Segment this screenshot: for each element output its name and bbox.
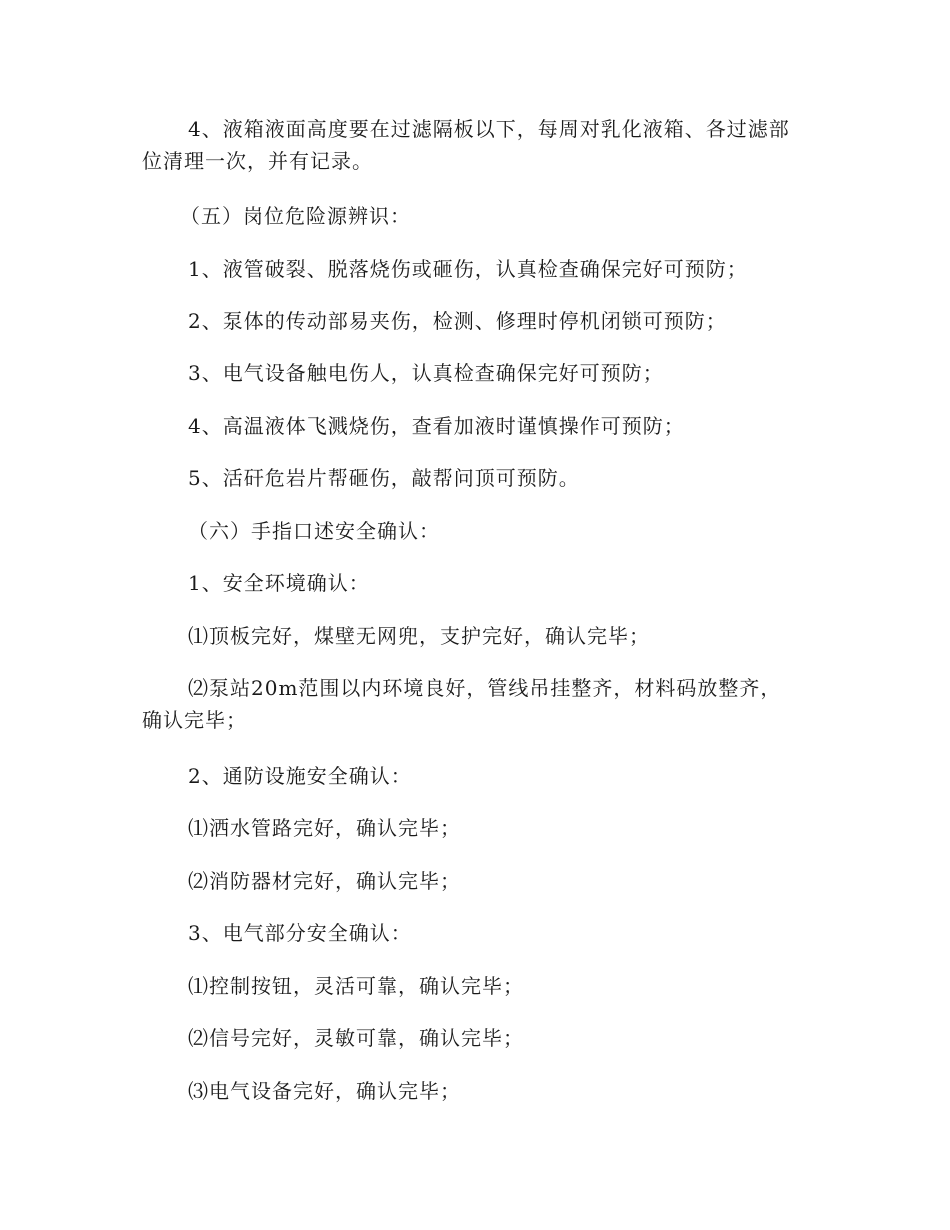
text-line: 3、电气设备触电伤人，认真检查确保完好可预防； xyxy=(188,361,664,385)
check-item xyxy=(142,865,822,897)
check-item xyxy=(142,672,822,736)
subheading-environment-check xyxy=(142,567,822,599)
text-line: 1、安全环境确认： xyxy=(188,571,370,595)
section-heading-hazard-identification xyxy=(142,200,822,232)
hazard-item-2 xyxy=(142,305,822,337)
text-line: ⑴洒水管路完好，确认完毕； xyxy=(188,816,461,840)
text-line: ⑴控制按钮，灵活可靠，确认完毕； xyxy=(188,974,524,998)
text-line: ⑴顶板完好，煤壁无网兜，支护完好，确认完毕； xyxy=(188,624,650,648)
check-item xyxy=(142,620,822,652)
subheading-electrical-check xyxy=(142,917,822,949)
check-item xyxy=(142,970,822,1002)
text-line: 确认完毕； xyxy=(142,708,247,732)
text-line: ⑵泵站20m范围以内环境良好，管线吊挂整齐，材料码放整齐， xyxy=(188,676,782,700)
text-line: ⑵信号完好，灵敏可靠，确认完毕； xyxy=(188,1026,524,1050)
text-line: 4、液箱液面高度要在过滤隔板以下，每周对乳化液箱、各过滤部 xyxy=(188,117,790,141)
check-item xyxy=(142,812,822,844)
text-line: 5、活矸危岩片帮砸伤，敲帮问顶可预防。 xyxy=(188,466,580,490)
text-line: （六）手指口述安全确认： xyxy=(188,519,440,543)
text-line: ⑶电气设备完好，确认完毕； xyxy=(188,1079,461,1103)
text-line: 1、液管破裂、脱落烧伤或砸伤，认真检查确保完好可预防； xyxy=(188,257,748,281)
check-item xyxy=(142,1022,822,1054)
subheading-ventilation-fire-check xyxy=(142,760,822,792)
hazard-item-1 xyxy=(142,253,822,285)
text-line: 4、高温液体飞溅烧伤，查看加液时谨慎操作可预防； xyxy=(188,414,685,438)
hazard-item-3 xyxy=(142,357,822,389)
text-line: ⑵消防器材完好，确认完毕； xyxy=(188,869,461,893)
check-item xyxy=(142,1075,822,1107)
text-line: 2、泵体的传动部易夹伤，检测、修理时停机闭锁可预防； xyxy=(188,309,727,333)
section-heading-safety-confirmation xyxy=(142,515,822,547)
hazard-item-5 xyxy=(142,462,822,494)
hazard-item-4 xyxy=(142,410,822,442)
text-line: 位清理一次，并有记录。 xyxy=(142,149,373,173)
paragraph-fluid-tank-level xyxy=(142,113,822,177)
text-line: 2、通防设施安全确认： xyxy=(188,764,412,788)
text-line: 3、电气部分安全确认： xyxy=(188,921,412,945)
text-line: （五）岗位危险源辨识： xyxy=(180,204,411,228)
